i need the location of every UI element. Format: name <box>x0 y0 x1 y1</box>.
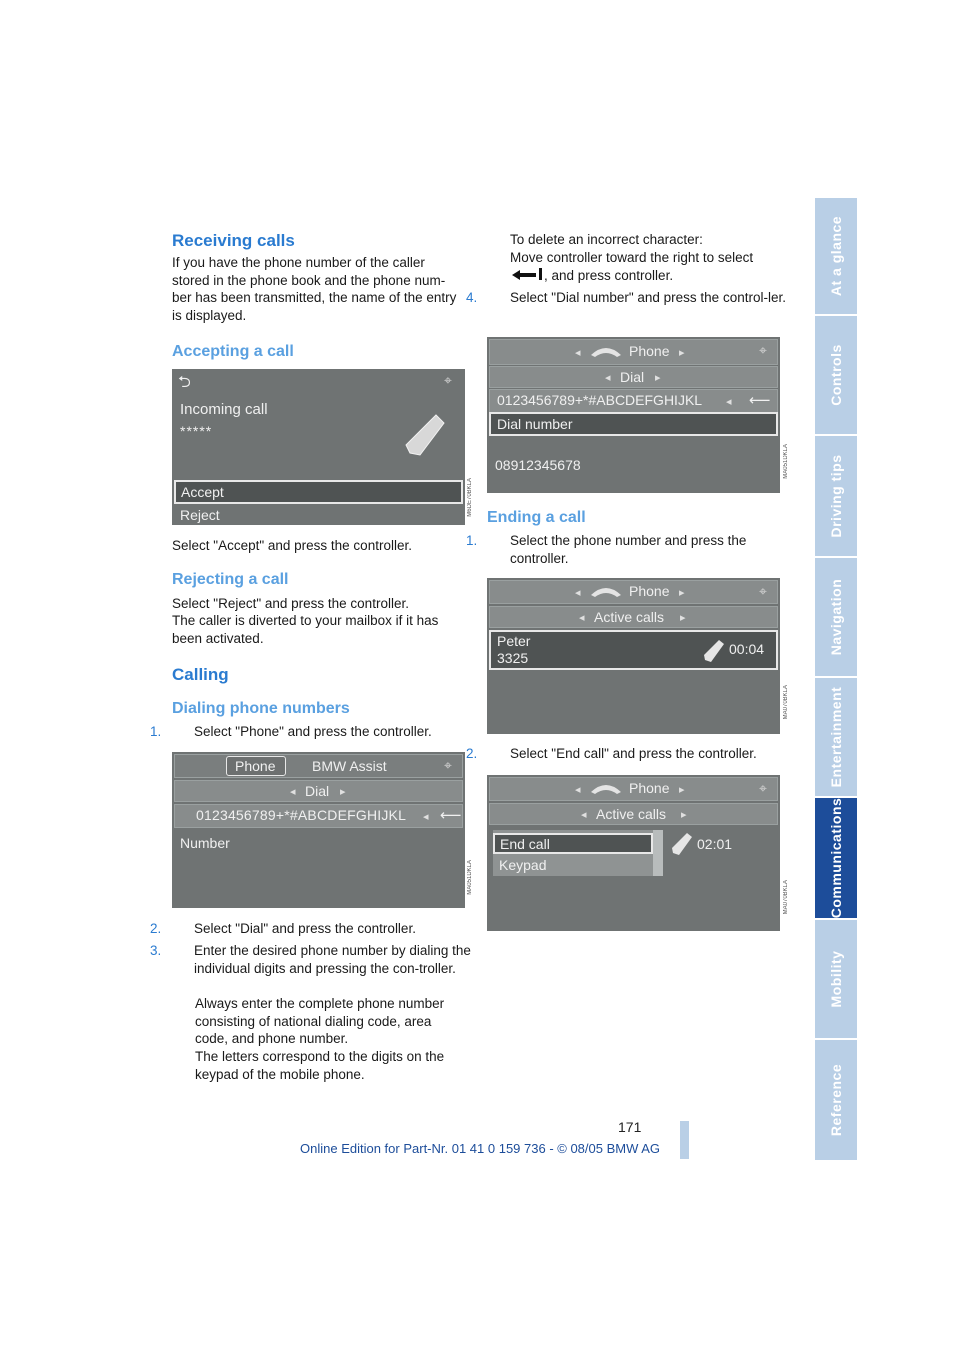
tab-navigation[interactable]: Navigation <box>815 558 857 676</box>
chevron-left-icon: ◂ <box>290 786 296 798</box>
move-icon: ⌖ <box>759 342 767 358</box>
active-calls-screen <box>487 578 780 734</box>
footer-text: Online Edition for Part-Nr. 01 41 0 159 736 - © 08/05 BMW AG <box>300 1141 661 1156</box>
phone-menu[interactable]: Phone <box>629 780 670 796</box>
entered-number: 08912345678 <box>495 457 581 473</box>
accept-caption: Select "Accept" and press the controller. <box>172 538 412 553</box>
delete-line-1: To delete an incorrect character: <box>510 232 703 247</box>
active-calls-label[interactable]: Active calls <box>594 609 665 625</box>
end-call-option[interactable]: End call <box>493 833 653 854</box>
handset-icon <box>589 343 623 359</box>
page-number: 171 <box>618 1119 642 1135</box>
receiving-text: If you have the phone number of the caller stored in the phone book and the phone num-ber has been transmitted, the name of the entry is displayed. <box>172 255 457 323</box>
dial-step-1: 1. Select "Phone" and press the controller. <box>150 724 432 739</box>
caller-number: 3325 <box>497 650 529 666</box>
tab-at-a-glance[interactable]: At a glance <box>815 198 857 314</box>
chevron-right-icon: ▸ <box>680 612 686 624</box>
chevron-left-icon: ◂ <box>575 587 581 599</box>
end-step-1: 1. Select the phone number and press the controller. <box>466 533 747 566</box>
keypad-option[interactable]: Keypad <box>499 857 547 873</box>
image-code: MA051DKLA <box>783 444 789 479</box>
delete-icon[interactable]: ⟵ <box>440 807 462 824</box>
handset-icon <box>589 583 623 599</box>
reject-option[interactable]: Reject <box>180 507 220 523</box>
chevron-left-icon: ◂ <box>423 811 429 823</box>
chevron-left-icon: ◂ <box>581 809 587 821</box>
dial-number-screen <box>487 337 780 493</box>
chevron-left-icon: ◂ <box>575 784 581 796</box>
call-duration: 00:04 <box>729 641 765 657</box>
heading-rejecting-call: Rejecting a call <box>172 571 289 588</box>
heading-ending-call: Ending a call <box>487 509 586 526</box>
delete-arrow-icon <box>510 267 544 281</box>
heading-dialing: Dialing phone numbers <box>172 700 350 717</box>
heading-accepting-call: Accepting a call <box>172 343 294 360</box>
back-icon[interactable]: ⮌ <box>178 374 191 391</box>
move-icon: ⌖ <box>759 780 767 796</box>
dial-label[interactable]: Dial <box>620 369 645 385</box>
handset-icon <box>703 638 725 664</box>
dial-step-3-letters: The letters correspond to the digits on the keypad of the mobile phone. <box>195 1049 445 1082</box>
dial-step-4: 4. Select "Dial number" and press the control-ler. <box>466 290 786 305</box>
dial-step-3-note: Always enter the complete phone number consisting of national dialing code, area code, and phone number. <box>195 996 445 1046</box>
incoming-call-title: Incoming call <box>180 401 268 418</box>
page-marker <box>680 1121 689 1159</box>
heading-receiving-calls: Receiving calls <box>172 231 295 250</box>
move-icon: ⌖ <box>759 583 767 599</box>
end-step-2: 2. Select "End call" and press the controller. <box>466 746 757 761</box>
dial-step-2: 2. Select "Dial" and press the controller. <box>150 921 416 936</box>
number-field[interactable]: Number <box>180 835 230 851</box>
chevron-right-icon: ▸ <box>679 784 685 796</box>
active-call-entry[interactable] <box>489 630 778 670</box>
scrollbar[interactable] <box>653 830 663 876</box>
chevron-right-icon: ▸ <box>679 587 685 599</box>
image-code: M6DE70BKLA <box>467 478 473 517</box>
heading-calling: Calling <box>172 665 229 684</box>
speller-characters[interactable]: 0123456789+*#ABCDEFGHIJKL <box>497 392 703 408</box>
caller-name: ***** <box>180 423 213 439</box>
handset-icon <box>400 409 448 461</box>
delete-line-3: , and press controller. <box>544 268 674 283</box>
phone-menu[interactable]: Phone <box>629 343 670 359</box>
tab-reference[interactable]: Reference <box>815 1040 857 1160</box>
move-icon: ⌖ <box>444 757 452 773</box>
call-duration: 02:01 <box>697 836 733 852</box>
chevron-left-icon: ◂ <box>575 347 581 359</box>
tab-mobility[interactable]: Mobility <box>815 920 857 1038</box>
reject-text-2: The caller is diverted to your mailbox if it has been activated. <box>172 613 439 646</box>
handset-icon <box>589 780 623 796</box>
dial-label[interactable]: Dial <box>305 783 330 799</box>
chevron-left-icon: ◂ <box>726 396 732 408</box>
chevron-right-icon: ▸ <box>681 809 687 821</box>
chevron-right-icon: ▸ <box>340 786 346 798</box>
chevron-right-icon: ▸ <box>679 347 685 359</box>
chevron-left-icon: ◂ <box>605 372 611 384</box>
phone-tab[interactable]: Phone <box>226 756 286 776</box>
dial-number-option[interactable]: Dial number <box>489 412 778 436</box>
tab-communications[interactable]: Communications <box>815 798 857 918</box>
incoming-call-screen <box>172 369 465 525</box>
caller-name: Peter <box>497 633 531 649</box>
delete-line-2: Move controller toward the right to select <box>510 250 754 265</box>
move-icon: ⌖ <box>444 372 452 388</box>
image-code: MA070BKLA <box>783 880 789 915</box>
tab-driving-tips[interactable]: Driving tips <box>815 436 857 556</box>
dial-step-3: 3. Enter the desired phone number by dialing the individual digits and pressing the con-troller. <box>150 943 471 976</box>
chevron-right-icon: ▸ <box>655 372 661 384</box>
phone-menu[interactable]: Phone <box>629 583 670 599</box>
end-call-screen <box>487 775 780 931</box>
chevron-left-icon: ◂ <box>579 612 585 624</box>
tab-controls[interactable]: Controls <box>815 316 857 434</box>
speller-characters[interactable]: 0123456789+*#ABCDEFGHIJKL <box>196 807 407 823</box>
dial-screen <box>172 752 465 908</box>
image-code: MA051DKLA <box>467 860 473 895</box>
bmw-assist-tab[interactable]: BMW Assist <box>312 758 387 774</box>
accept-option[interactable]: Accept <box>174 480 463 504</box>
active-calls-label[interactable]: Active calls <box>596 806 667 822</box>
image-code: MA070BKLA <box>783 685 789 720</box>
delete-icon[interactable]: ⟵ <box>749 392 771 409</box>
tab-entertainment[interactable]: Entertainment <box>815 678 857 796</box>
reject-text-1: Select "Reject" and press the controller. <box>172 596 409 611</box>
handset-icon <box>671 831 693 857</box>
